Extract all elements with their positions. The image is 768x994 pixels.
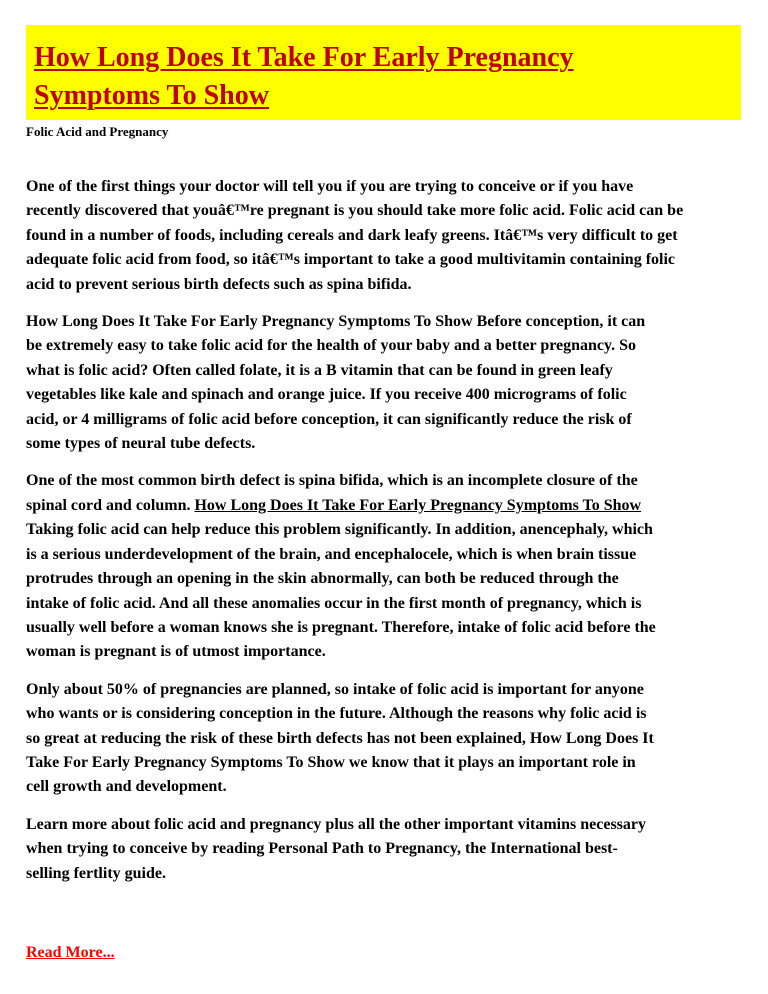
- text-line: How Long Does It Take For Early Pregnancy Symptoms To Show Before conception, it can: [26, 313, 646, 331]
- text-line: found in a number of foods, including cereals and dark leafy greens. Itâ€™s very difficult to get: [26, 226, 678, 244]
- text-line: One of the most common birth defect is spina bifida, which is an incomplete closure of the: [26, 472, 638, 490]
- section-subtitle: Folic Acid and Pregnancy: [26, 124, 169, 139]
- page-title-line-2: Symptoms To Show: [34, 80, 269, 111]
- text-line: so great at reducing the risk of these birth defects has not been explained, How Long Does It: [26, 729, 654, 747]
- inline-article-link[interactable]: How Long Does It Take For Early Pregnancy Symptoms To Show: [194, 496, 642, 514]
- paragraph-4: [26, 678, 768, 800]
- text-line: Learn more about folic acid and pregnancy plus all the other important vitamins necessary: [26, 815, 646, 833]
- text-line: [26, 494, 768, 518]
- text-line: some types of neural tube defects.: [26, 435, 256, 453]
- text-line: protrudes through an opening in the skin abnormally, can both be reduced through the: [26, 570, 619, 588]
- text-line: adequate folic acid from food, so itâ€™s important to take a good multivitamin containing folic: [26, 251, 676, 269]
- text-line: acid to prevent serious birth defects such as spina bifida.: [26, 275, 412, 293]
- text-line: is a serious underdevelopment of the brain, and encephalocele, which is when brain tissue: [26, 545, 637, 563]
- text-line: usually well before a woman knows she is pregnant. Therefore, intake of folic acid before the: [26, 618, 656, 636]
- text-line: who wants or is considering conception in the future. Although the reasons why folic acid is: [26, 705, 647, 723]
- read-more-link[interactable]: Read More...: [26, 944, 115, 961]
- text-line: when trying to conceive by reading Personal Path to Pregnancy, the International best-: [26, 840, 618, 858]
- paragraph-1: [26, 175, 768, 297]
- text-line: Take For Early Pregnancy Symptoms To Show we know that it plays an important role in: [26, 753, 636, 771]
- text-line: cell growth and development.: [26, 778, 227, 796]
- paragraph-2: [26, 310, 768, 456]
- page-title-line-1: How Long Does It Take For Early Pregnancy: [34, 42, 574, 73]
- text-line: be extremely easy to take folic acid for the health of your baby and a better pregnancy. So: [26, 337, 637, 355]
- text-line: selling fertlity guide.: [26, 864, 166, 882]
- text-line: Only about 50% of pregnancies are planned, so intake of folic acid is important for anyone: [26, 680, 644, 698]
- text-fragment: spinal cord and column.: [26, 496, 195, 514]
- title-banner: [26, 25, 741, 120]
- paragraph-5: [26, 813, 768, 886]
- text-line: woman is pregnant is of utmost importance.: [26, 643, 326, 661]
- text-line: recently discovered that youâ€™re pregnant is you should take more folic acid. Folic acid can be: [26, 202, 684, 220]
- text-line: One of the first things your doctor will tell you if you are trying to conceive or if you have: [26, 178, 634, 195]
- paragraph-3: [26, 469, 768, 664]
- text-line: intake of folic acid. And all these anomalies occur in the first month of pregnancy, which is: [26, 594, 642, 612]
- text-line: vegetables like kale and spinach and orange juice. If you receive 400 micrograms of folic: [26, 386, 627, 404]
- text-line: Taking folic acid can help reduce this problem significantly. In addition, anencephaly, which: [26, 521, 653, 539]
- article-body: [26, 175, 768, 899]
- text-line: what is folic acid? Often called folate, it is a B vitamin that can be found in green leafy: [26, 361, 613, 379]
- text-line: acid, or 4 milligrams of folic acid before conception, it can significantly reduce the risk of: [26, 410, 632, 428]
